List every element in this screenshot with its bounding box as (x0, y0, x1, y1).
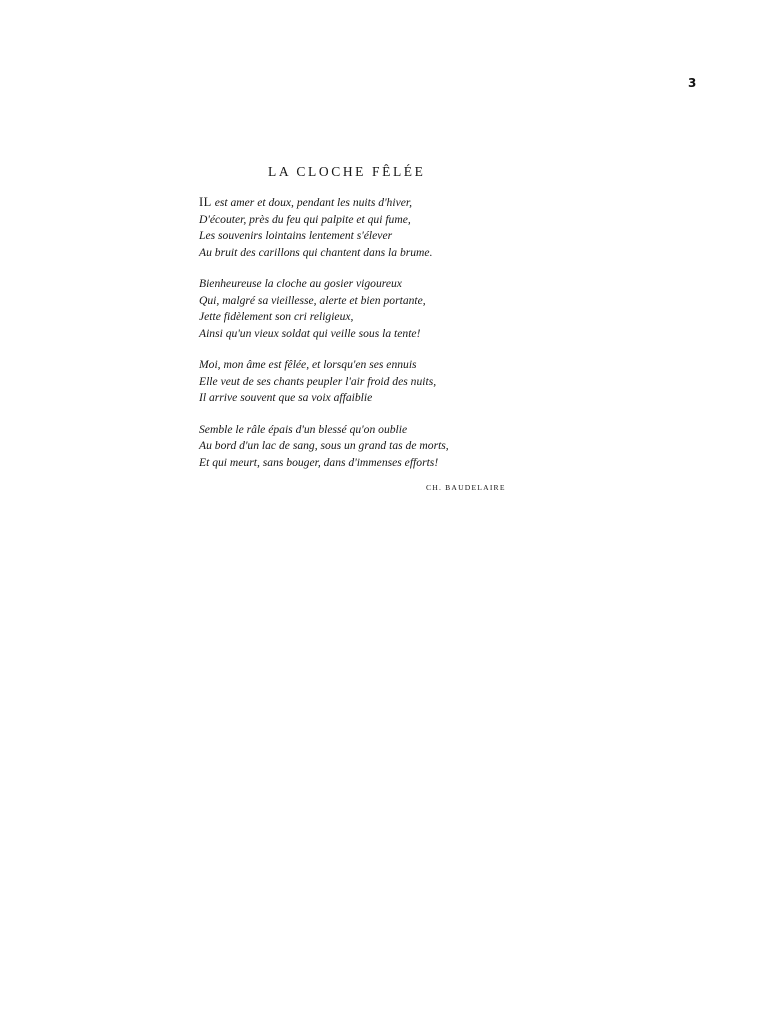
verse-line: Bienheureuse la cloche au gosier vigoureux (199, 277, 402, 290)
verse-line-text: est amer et doux, pendant les nuits d'hiver, (211, 196, 412, 209)
verse-line: Et qui meurt, sans bouger, dans d'immenses efforts! (199, 455, 439, 469)
verse-line: Qui, malgré sa vieillesse, alerte et bien portante, (199, 293, 426, 307)
verse-line: Les souvenirs lointains lentement s'élever (199, 229, 393, 242)
verse-line: Au bruit des carillons qui chantent dans la brume. (199, 245, 433, 259)
verse-line: Il arrive souvent que sa voix affaiblie (199, 391, 373, 404)
verse-line: Jette fidèlement son cri religieux, (199, 310, 354, 323)
stanza (199, 276, 539, 342)
poem-body (199, 194, 539, 486)
author-signature: CH. BAUDELAIRE (426, 483, 506, 492)
stanza (199, 357, 539, 407)
verse-line: Au bord d'un lac de sang, sous un grand tas de morts, (199, 439, 449, 452)
verse-line: Elle veut de ses chants peupler l'air froid des nuits, (199, 374, 437, 388)
verse-line: D'écouter, près du feu qui palpite et qui fume, (199, 212, 411, 226)
stanza (199, 194, 539, 261)
verse-line: Semble le râle épais d'un blessé qu'on oublie (199, 422, 408, 436)
verse-line: Moi, mon âme est fêlée, et lorsqu'en ses ennuis (199, 358, 417, 371)
verse-line: Ainsi qu'un vieux soldat qui veille sous la tente! (199, 326, 421, 340)
verse-line (199, 194, 539, 212)
page-number: 3 (688, 76, 697, 90)
stanza (199, 422, 539, 472)
initial-capital: IL (199, 195, 212, 209)
poem-title: LA CLOCHE FÊLÉE (268, 164, 426, 179)
